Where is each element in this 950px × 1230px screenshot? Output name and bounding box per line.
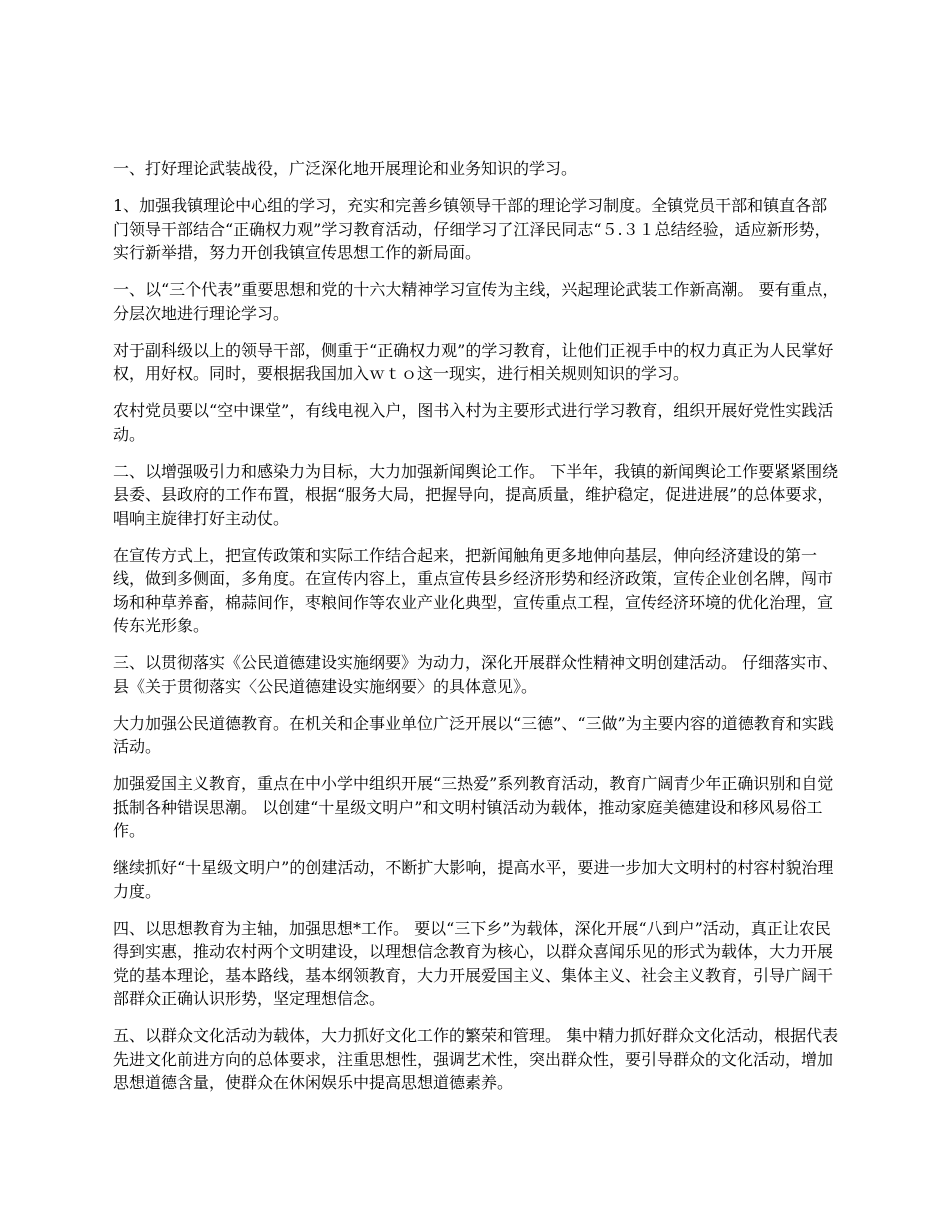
paragraph-9: 大力加强公民道德教育。在机关和企事业单位广泛开展以“三德”、“三做”为主要内容的道德教育和实践活动。 [113, 713, 834, 756]
paragraph-5: 农村党员要以“空中课堂”，有线电视入户，图书入村为主要形式进行学习教育，组织开展好党性实践活动。 [113, 401, 834, 444]
paragraph-10: 加强爱国主义教育，重点在中小学中组织开展“三热爱”系列教育活动，教育广阔青少年正确识别和自觉抵制各种错误思潮。 以创建“十星级文明户”和文明村镇活动为载体，推动家庭美德建设和移风易俗工作。 [113, 774, 834, 840]
paragraph-2: 1、加强我镇理论中心组的学习，充实和完善乡镇领导干部的理论学习制度。全镇党员干部和镇直各部门领导干部结合“正确权力观”学习教育活动，仔细学习了江泽民同志“５.３１总结经验，适应新形势，实行新举措，努力开创我镇宣传思想工作的新局面。 [113, 196, 831, 262]
paragraph-11: 继续抓好“十星级文明户”的创建活动，不断扩大影响，提高水平，要进一步加大文明村的村容村貌治理力度。 [113, 858, 834, 901]
document-body [113, 157, 843, 1108]
paragraph-7: 在宣传方式上，把宣传政策和实际工作结合起来，把新闻触角更多地伸向基层，伸向经济建设的第一线，做到多侧面，多角度。在宣传内容上，重点宣传县乡经济形势和经济政策，宣传企业创名牌，闯市场和种草养畜，棉蒜间作，枣粮间作等农业产业化典型，宣传重点工程，宣传经济环境的优化治理，宣传东光形象。 [113, 545, 834, 635]
paragraph-8: 三、以贯彻落实《公民道德建设实施纲要》为动力，深化开展群众性精神文明创建活动。 仔细落实市、县《关于贯彻落实〈公民道德建设实施纲要〉的具体意见》。 [113, 653, 839, 696]
paragraph-4: 对于副科级以上的领导干部，侧重于“正确权力观”的学习教育，让他们正视手中的权力真正为人民掌好权，用好权。同时，要根据我国加入ｗｔｏ这一现实，进行相关规则知识的学习。 [113, 340, 834, 383]
paragraph-12: 四、以思想教育为主轴，加强思想*工作。 要以“三下乡”为载体，深化开展“八到户”活动，真正让农民得到实惠，推动农村两个文明建设，以理想信念教育为核心，以群众喜闻乐见的形式为载体，大力开展党的基本理论，基本路线，基本纲领教育，大力开展爱国主义、集体主义、社会主义教育，引导广阔干部群众正确认识形势，坚定理想信念。 [113, 918, 834, 1008]
paragraph-1: 一、打好理论武装战役，广泛深化地开展理论和业务知识的学习。 [113, 159, 578, 178]
paragraph-13: 五、以群众文化活动为载体，大力抓好文化工作的繁荣和管理。 集中精力抓好群众文化活动，根据代表先进文化前进方向的总体要求，注重思想性，强调艺术性，突出群众性，要引导群众的文化活动，增加思想道德含量，使群众在休闲娱乐中提高思想道德素养。 [113, 1026, 839, 1092]
paragraph-3: 一、以“三个代表”重要思想和党的十六大精神学习宣传为主线，兴起理论武装工作新高潮。 要有重点，分层次地进行理论学习。 [113, 280, 839, 323]
paragraph-6: 二、以增强吸引力和感染力为目标，大力加强新闻舆论工作。 下半年，我镇的新闻舆论工作要紧紧围绕县委、县政府的工作布置，根据“服务大局，把握导向，提高质量，维护稳定，促进进展”的总体要求，唱响主旋律打好主动仗。 [113, 461, 839, 528]
